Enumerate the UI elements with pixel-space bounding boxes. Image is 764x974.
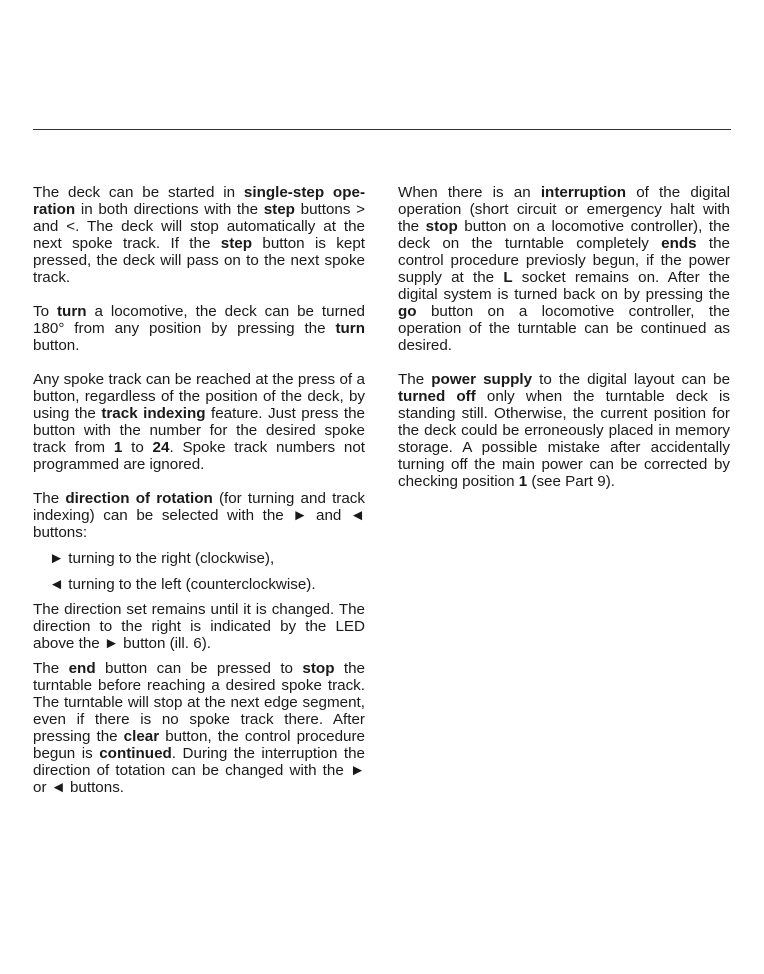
left-column xyxy=(33,184,365,796)
paragraph-interruption: When there is an interruption of the digital operation (short circuit or emergency halt with the stop button on a locomotive controller), the deck on the turntable completely ends the control procedure previosly begun, if the power supply at the L socket remains on. After the digital system is turned back on by pressing the go button on a locomotive controller, the operation of the turntable can be continued as desired. xyxy=(398,184,731,354)
list-item-left: ◄ turning to the left (counterclockwise). xyxy=(49,576,316,593)
paragraph-track-indexing: Any spoke track can be reached at the press of a button, regardless of the position of the deck, by using the track indexing feature. Just press the button with the number for the desired spoke track from 1 to 24. Spoke track numbers not programmed are ignored. xyxy=(33,371,365,473)
right-column xyxy=(398,184,730,490)
paragraph-turn: To turn a locomotive, the deck can be turned 180° from any position by pressing the turn button. xyxy=(33,303,365,354)
paragraph-single-step: The deck can be started in single-step operation in both directions with the step buttons > and <. The deck will stop automatically at the next spoke track. If the step button is kept pressed, the deck will pass on to the next spoke track. xyxy=(33,184,366,286)
paragraph-direction-set: The direction set remains until it is changed. The direction to the right is indicated by the LED above the ► button (ill. 6). xyxy=(33,601,365,652)
paragraph-direction: The direction of rotation (for turning and track indexing) can be selected with the ► and ◄ buttons: xyxy=(33,490,365,541)
list-item-right: ► turning to the right (clockwise), xyxy=(49,550,275,567)
header-rule xyxy=(33,129,731,130)
paragraph-end-button: The end button can be pressed to stop the turntable before reaching a desired spoke track. The turntable will stop at the next edge segment, even if there is no spoke track there. After pressing the clear button, the control procedure begun is continued. During the interruption the direction of totation can be changed with the ► or ◄ buttons. xyxy=(33,660,366,796)
paragraph-power-supply: The power supply to the digital layout can be turned off only when the turntable deck is standing still. Otherwise, the current position for the deck could be erroneously placed in memory storage. A possible mistake after accidentally turning off the main power can be corrected by checking position 1 (see Part 9). xyxy=(398,371,731,490)
